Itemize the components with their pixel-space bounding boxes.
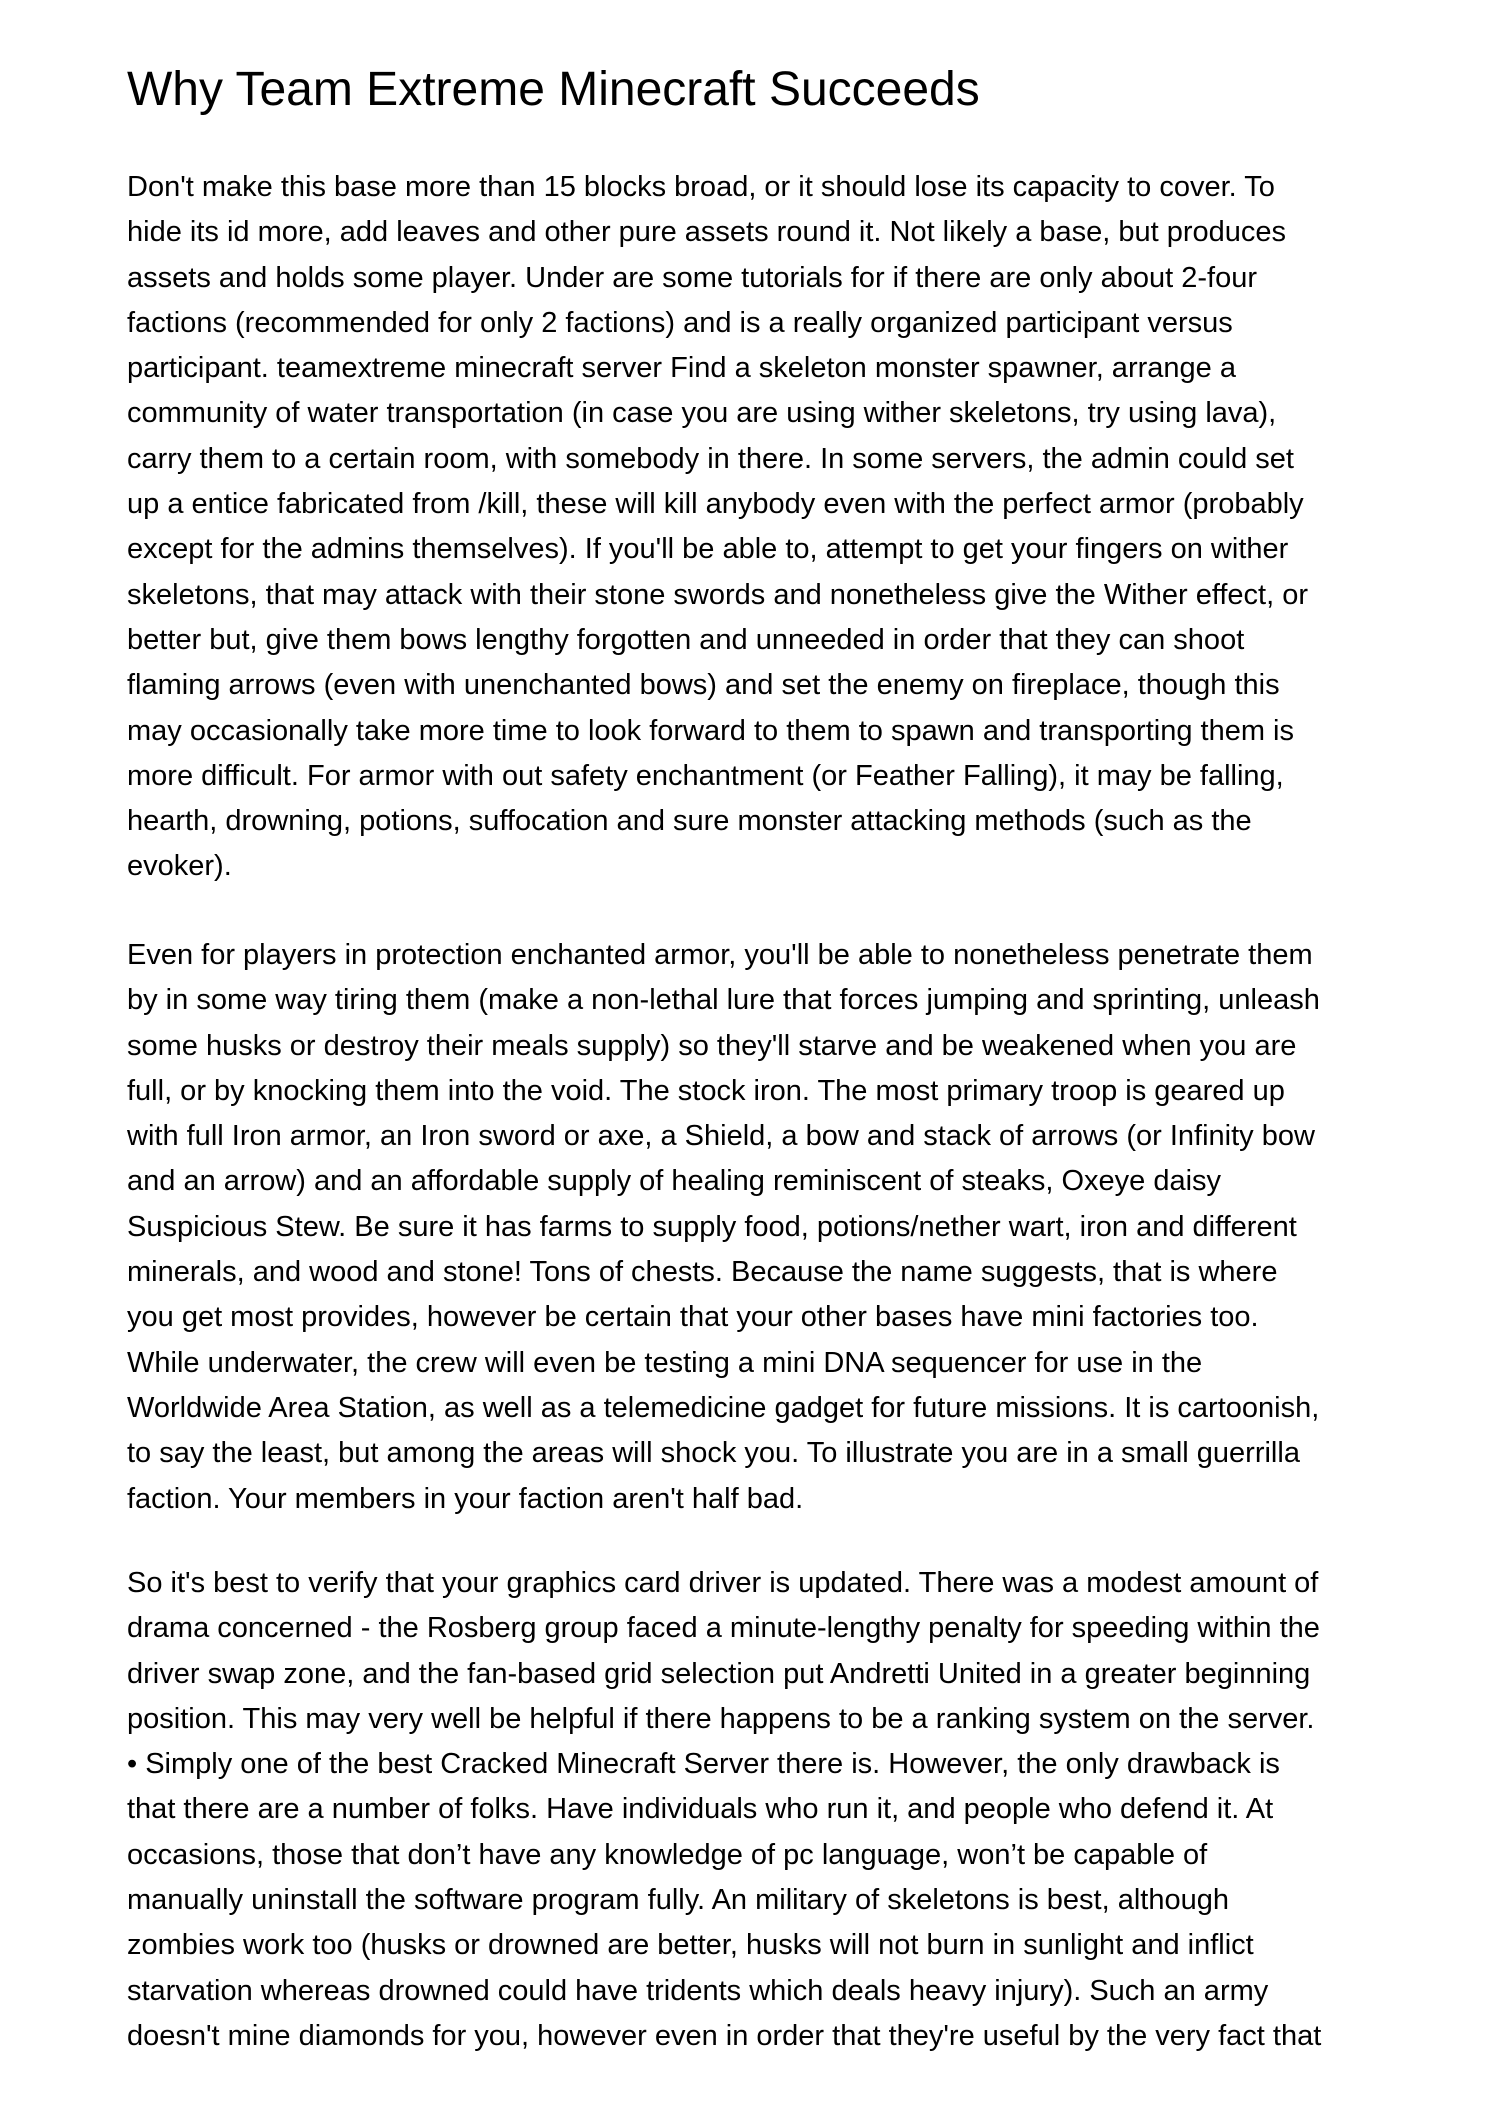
text-line: manually uninstall the software program fully. An military of skeletons is best, although: [127, 1884, 1229, 1917]
text-line: occasions, those that don’t have any knowledge of pc language, won’t be capable of: [127, 1838, 1208, 1871]
text-line: some husks or destroy their meals supply) so they'll starve and be weakened when you are: [127, 1029, 1297, 1062]
text-line: position. This may very well be helpful if there happens to be a ranking system on the server.: [127, 1702, 1315, 1735]
text-line: more difficult. For armor with out safety enchantment (or Feather Falling), it may be falling,: [127, 759, 1284, 792]
text-line: minerals, and wood and stone! Tons of chests. Because the name suggests, that is where: [127, 1256, 1278, 1289]
text-line: to say the least, but among the areas will shock you. To illustrate you are in a small guerrilla: [127, 1437, 1300, 1470]
text-line: may occasionally take more time to look forward to them to spawn and transporting them is: [127, 714, 1294, 747]
text-line: with full Iron armor, an Iron sword or axe, a Shield, a bow and stack of arrows (or Infinity bow: [127, 1120, 1315, 1153]
text-line: starvation whereas drowned could have tridents which deals heavy injury). Such an army: [127, 1974, 1269, 2007]
text-line: you get most provides, however be certain that your other bases have mini factories too.: [127, 1301, 1259, 1334]
document-title: Why Team Extreme Minecraft Succeeds: [127, 63, 980, 116]
text-line: community of water transportation (in case you are using wither skeletons, try using lava),: [127, 397, 1277, 430]
text-line: While underwater, the crew will even be testing a mini DNA sequencer for use in the: [127, 1346, 1203, 1379]
paragraph-1: [127, 165, 1308, 890]
text-line: factions (recommended for only 2 factions) and is a really organized participant versus: [127, 306, 1233, 339]
text-line: So it's best to verify that your graphics card driver is updated. There was a modest amount of: [127, 1567, 1319, 1599]
text-line: assets and holds some player. Under are some tutorials for if there are only about 2-four: [127, 261, 1257, 294]
text-line: that there are a number of folks. Have individuals who run it, and people who defend it. At: [127, 1793, 1274, 1826]
text-line: doesn't mine diamonds for you, however even in order that they're useful by the very fact that: [127, 2019, 1322, 2052]
text-line: by in some way tiring them (make a non-lethal lure that forces jumping and sprinting, unleash: [127, 984, 1320, 1017]
text-line: participant. teamextreme minecraft server Find a skeleton monster spawner, arrange a: [127, 352, 1236, 385]
text-line: Suspicious Stew. Be sure it has farms to supply food, potions/nether wart, iron and different: [127, 1210, 1297, 1243]
text-line: Don't make this base more than 15 blocks broad, or it should lose its capacity to cover. To: [127, 171, 1275, 203]
bullet-line: • Simply one of the best Cracked Minecraft Server there is. However, the only drawback is: [127, 1748, 1280, 1781]
text-line: better but, give them bows lengthy forgotten and unneeded in order that they can shoot: [127, 623, 1245, 656]
text-line: except for the admins themselves). If you'll be able to, attempt to get your fingers on wither: [127, 533, 1289, 566]
text-line: Even for players in protection enchanted armor, you'll be able to nonetheless penetrate them: [127, 939, 1313, 971]
text-line: drama concerned - the Rosberg group faced a minute-lengthy penalty for speeding within the: [127, 1612, 1320, 1645]
text-line: flaming arrows (even with unenchanted bows) and set the enemy on fireplace, though this: [127, 669, 1280, 702]
text-line: and an arrow) and an affordable supply of healing reminiscent of steaks, Oxeye daisy: [127, 1165, 1222, 1198]
text-line: hide its id more, add leaves and other pure assets round it. Not likely a base, but produces: [127, 216, 1287, 249]
paragraph-2: [127, 933, 1320, 1522]
text-line: full, or by knocking them into the void. The stock iron. The most primary troop is geared up: [127, 1074, 1285, 1107]
text-line: Worldwide Area Station, as well as a telemedicine gadget for future missions. It is cartoonish,: [127, 1391, 1320, 1424]
text-line: carry them to a certain room, with somebody in there. In some servers, the admin could set: [127, 442, 1294, 475]
paragraph-3: [127, 1561, 1321, 2059]
text-line: evoker).: [127, 850, 232, 883]
text-line: hearth, drowning, potions, suffocation and sure monster attacking methods (such as the: [127, 805, 1252, 838]
text-line: up a entice fabricated from /kill, these will kill anybody even with the perfect armor (probably: [127, 488, 1304, 521]
text-line: skeletons, that may attack with their stone swords and nonetheless give the Wither effect, or: [127, 578, 1309, 611]
text-line: driver swap zone, and the fan-based grid selection put Andretti United in a greater beginning: [127, 1657, 1311, 1690]
text-line: faction. Your members in your faction aren't half bad.: [127, 1482, 804, 1515]
text-line: zombies work too (husks or drowned are better, husks will not burn in sunlight and inflict: [127, 1929, 1254, 1962]
